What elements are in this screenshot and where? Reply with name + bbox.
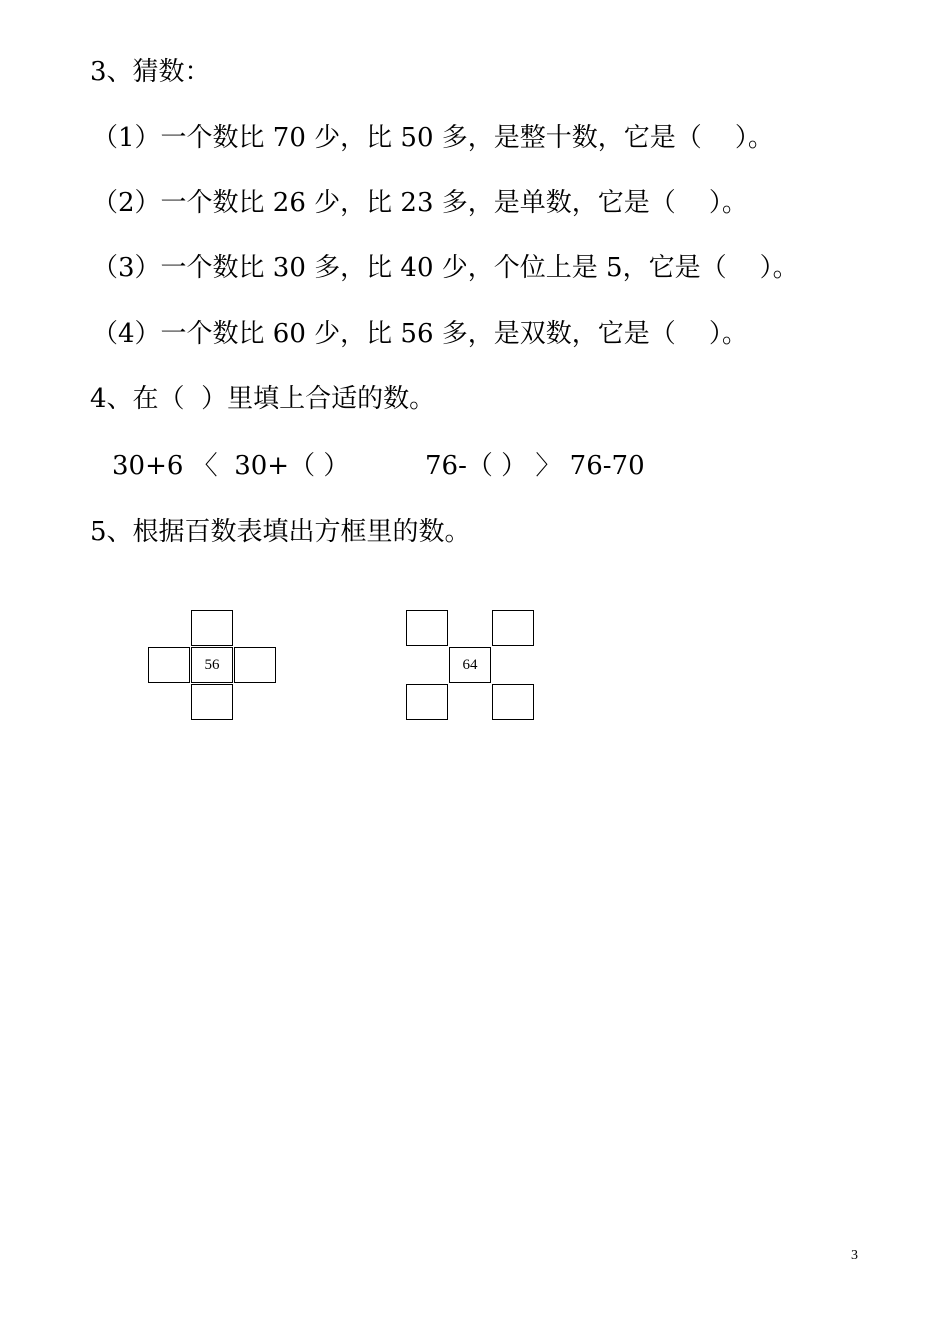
question-4-equation-1: 30+6 〈 30+（ ） — [112, 451, 350, 481]
grid2-cell-bottom-right[interactable] — [492, 684, 534, 720]
grid2-cell-center: 64 — [449, 647, 491, 683]
question-3-item-1: （1）一个数比 70 少，比 50 多，是整十数，它是（ ）。 — [92, 123, 774, 153]
question-4-equation-2: 76-（ ） 〉 76-70 — [425, 451, 645, 481]
question-4-title: 4、在（ ）里填上合适的数。 — [90, 384, 436, 414]
grid2-cell-top-left[interactable] — [406, 610, 448, 646]
grid1-cell-left[interactable] — [148, 647, 190, 683]
grid1-cell-right[interactable] — [234, 647, 276, 683]
grid2-cell-top-right[interactable] — [492, 610, 534, 646]
grid1-cell-top[interactable] — [191, 610, 233, 646]
grid2-cell-bottom-left[interactable] — [406, 684, 448, 720]
question-3-item-4: （4）一个数比 60 少，比 56 多，是双数，它是（ ）。 — [92, 319, 748, 349]
grid1-cell-bottom[interactable] — [191, 684, 233, 720]
question-5-title: 5、根据百数表填出方框里的数。 — [90, 517, 471, 547]
grid1-cell-center: 56 — [191, 647, 233, 683]
question-3-title: 3、猜数： — [90, 57, 211, 87]
question-3-item-3: （3）一个数比 30 多，比 40 少，个位上是 5，它是（ ）。 — [92, 253, 799, 283]
question-3-item-2: （2）一个数比 26 少，比 23 多，是单数，它是（ ）。 — [92, 188, 748, 218]
page-number: 3 — [851, 1248, 858, 1263]
